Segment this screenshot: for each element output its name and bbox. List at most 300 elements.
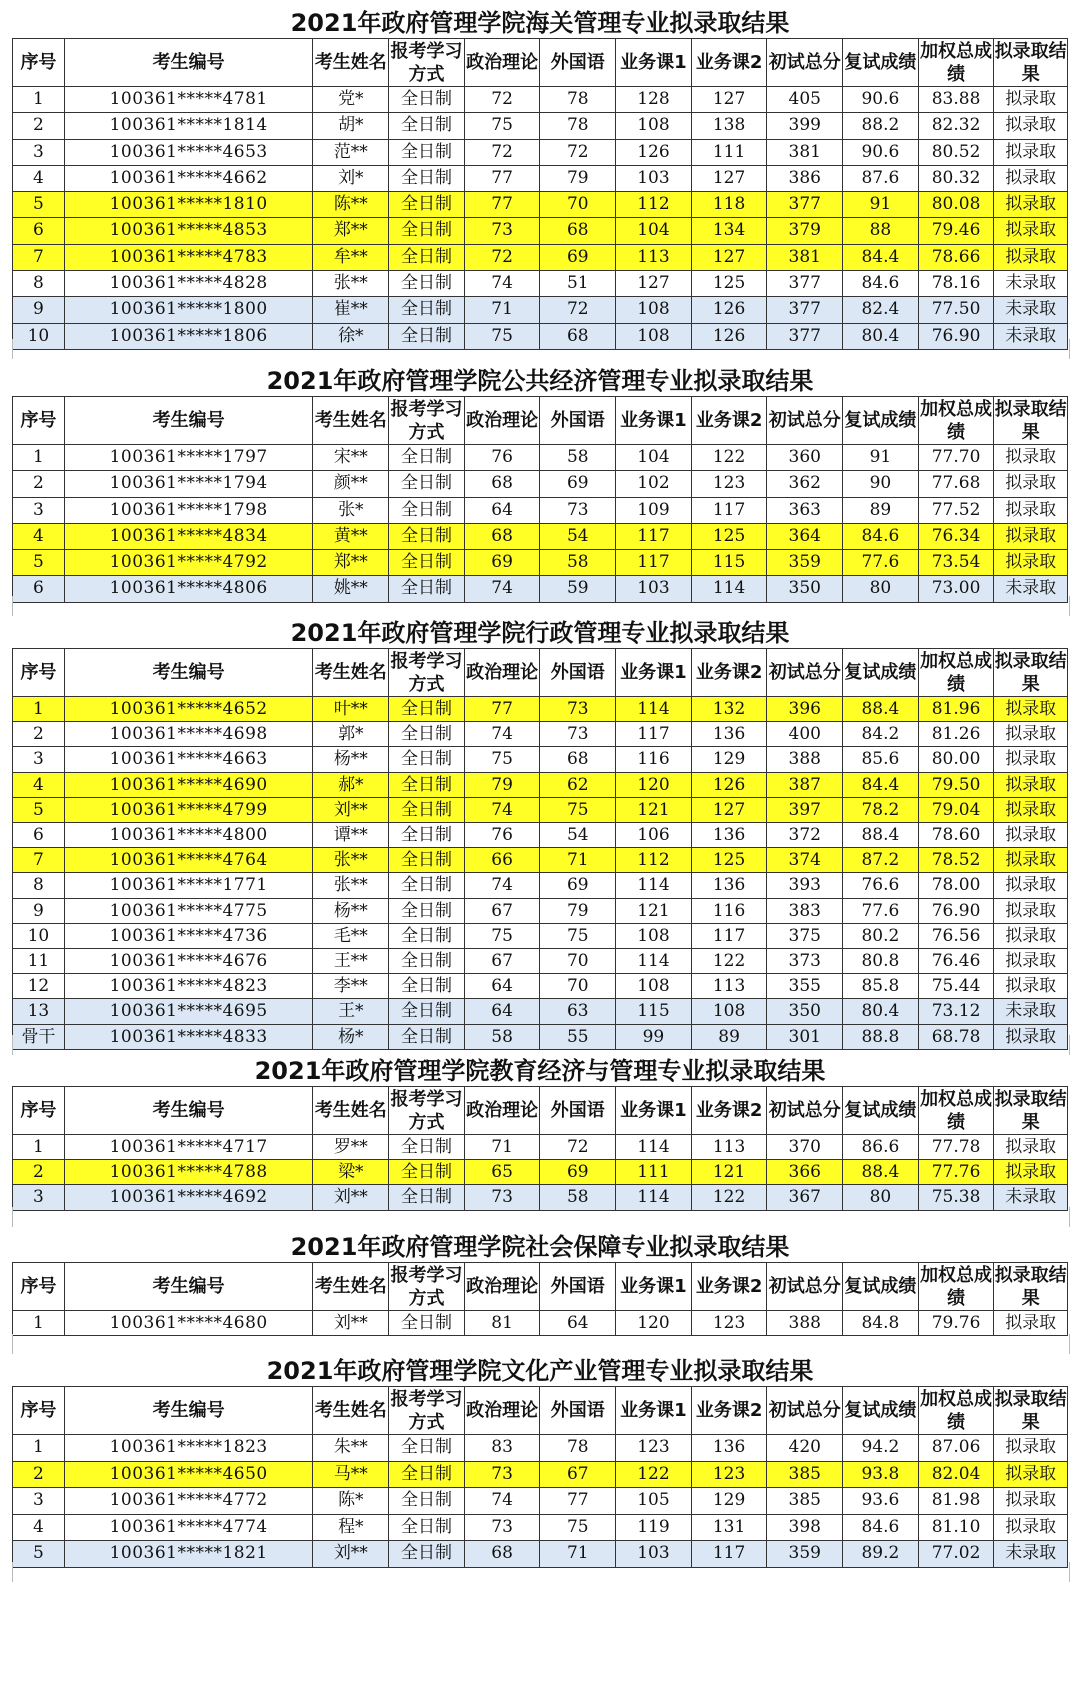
cell-seq: 4 <box>13 1514 65 1541</box>
cell-politics: 83 <box>464 1435 540 1462</box>
header-course-1: 业务课1 <box>616 649 692 697</box>
header-study-mode: 报考学习方式 <box>390 398 463 443</box>
cell-candidate-id: 100361*****1814 <box>64 113 313 139</box>
cell-weighted-total: 79.50 <box>918 772 994 797</box>
table-row <box>13 192 1068 218</box>
cell-candidate-id: 100361*****4788 <box>64 1160 313 1185</box>
cell-candidate-id: 100361*****4764 <box>64 848 313 873</box>
cell-candidate-id: 100361*****4806 <box>64 576 313 602</box>
cell-course-2: 113 <box>691 974 767 999</box>
table-row <box>13 1435 1068 1462</box>
header-politics: 政治理论 <box>464 39 540 87</box>
cell-name: 郑** <box>313 218 389 244</box>
cell-seq: 3 <box>13 139 65 165</box>
cell-retest-score: 93.6 <box>843 1488 919 1515</box>
cell-politics: 69 <box>464 550 540 576</box>
header-result: 拟录取结果 <box>994 1264 1067 1309</box>
cell-prelim-total: 362 <box>767 471 843 497</box>
cell-weighted-total: 77.76 <box>918 1160 994 1185</box>
cell-weighted-total: 77.52 <box>918 497 994 523</box>
cell-retest-score: 91 <box>843 192 919 218</box>
cell-retest-score: 80.4 <box>843 999 919 1024</box>
cell-result: 拟录取 <box>994 1311 1068 1336</box>
table-row <box>13 218 1068 244</box>
table-row <box>13 550 1068 576</box>
cell-course-1: 121 <box>616 898 692 923</box>
cell-politics: 64 <box>464 999 540 1024</box>
header-candidate-id: 考生编号 <box>64 1087 313 1135</box>
cell-name: 王** <box>313 949 389 974</box>
cell-result: 拟录取 <box>994 797 1068 822</box>
cell-name: 谭** <box>313 823 389 848</box>
cell-weighted-total: 79.04 <box>918 797 994 822</box>
table-row <box>13 772 1068 797</box>
cell-course-1: 120 <box>616 1311 692 1336</box>
cell-course-1: 103 <box>616 1541 692 1568</box>
header-seq: 序号 <box>13 1087 65 1135</box>
cell-retest-score: 91 <box>843 445 919 471</box>
cell-politics: 74 <box>464 271 540 297</box>
cell-foreign-language: 72 <box>540 297 616 323</box>
header-name: 考生姓名 <box>313 649 389 697</box>
cell-study-mode: 全日制 <box>389 192 465 218</box>
cell-result: 拟录取 <box>994 165 1068 191</box>
cell-foreign-language: 64 <box>540 1311 616 1336</box>
table-spacer <box>12 1207 1070 1227</box>
table-row <box>13 297 1068 323</box>
cell-course-2: 114 <box>691 576 767 602</box>
cell-name: 杨** <box>313 747 389 772</box>
section-title: 2021年政府管理学院行政管理专业拟录取结果 <box>290 619 790 647</box>
cell-candidate-id: 100361*****1771 <box>64 873 313 898</box>
cell-course-2: 108 <box>691 999 767 1024</box>
cell-seq: 5 <box>13 550 65 576</box>
table-row <box>13 848 1068 873</box>
cell-foreign-language: 69 <box>540 1160 616 1185</box>
cell-seq: 8 <box>13 873 65 898</box>
cell-result: 拟录取 <box>994 244 1068 270</box>
table-row <box>13 244 1068 270</box>
cell-candidate-id: 100361*****1800 <box>64 297 313 323</box>
header-course-2: 业务课2 <box>691 39 767 87</box>
cell-course-1: 117 <box>616 722 692 747</box>
cell-foreign-language: 63 <box>540 999 616 1024</box>
cell-candidate-id: 100361*****4800 <box>64 823 313 848</box>
cell-retest-score: 89.2 <box>843 1541 919 1568</box>
cell-candidate-id: 100361*****4834 <box>64 523 313 549</box>
cell-foreign-language: 70 <box>540 974 616 999</box>
cell-politics: 73 <box>464 1461 540 1488</box>
table-row <box>13 471 1068 497</box>
cell-result: 拟录取 <box>994 445 1068 471</box>
header-foreign-language: 外国语 <box>540 1387 616 1435</box>
header-result: 拟录取结果 <box>994 398 1067 443</box>
cell-name: 郑** <box>313 550 389 576</box>
cell-politics: 72 <box>464 139 540 165</box>
cell-seq: 3 <box>13 1185 65 1210</box>
cell-name: 叶** <box>313 697 389 722</box>
header-prelim-total: 初试总分 <box>767 397 843 445</box>
cell-name: 颜** <box>313 471 389 497</box>
results-table <box>12 648 1068 1050</box>
cell-course-2: 116 <box>691 898 767 923</box>
header-prelim-total: 初试总分 <box>767 1263 843 1311</box>
cell-name: 朱** <box>313 1435 389 1462</box>
cell-course-1: 121 <box>616 797 692 822</box>
header-course-2: 业务课2 <box>691 1387 767 1435</box>
cell-prelim-total: 388 <box>767 1311 843 1336</box>
cell-weighted-total: 78.60 <box>918 823 994 848</box>
cell-foreign-language: 77 <box>540 1488 616 1515</box>
table-header-row <box>13 649 1068 697</box>
cell-candidate-id: 100361*****4792 <box>64 550 313 576</box>
cell-prelim-total: 377 <box>767 192 843 218</box>
cell-prelim-total: 375 <box>767 923 843 948</box>
header-course-1: 业务课1 <box>616 397 692 445</box>
header-candidate-id: 考生编号 <box>64 397 313 445</box>
cell-course-2: 127 <box>691 244 767 270</box>
cell-weighted-total: 81.98 <box>918 1488 994 1515</box>
header-study-mode: 报考学习方式 <box>390 1388 463 1433</box>
cell-politics: 73 <box>464 1514 540 1541</box>
cell-candidate-id: 100361*****4676 <box>64 949 313 974</box>
cell-prelim-total: 400 <box>767 722 843 747</box>
cell-foreign-language: 70 <box>540 949 616 974</box>
cell-name: 程* <box>313 1514 389 1541</box>
cell-seq: 2 <box>13 113 65 139</box>
cell-course-2: 118 <box>691 192 767 218</box>
cell-course-1: 128 <box>616 87 692 113</box>
table-row <box>13 523 1068 549</box>
cell-foreign-language: 79 <box>540 898 616 923</box>
cell-seq: 12 <box>13 974 65 999</box>
cell-name: 牟** <box>313 244 389 270</box>
cell-course-1: 116 <box>616 747 692 772</box>
table-row <box>13 271 1068 297</box>
cell-seq: 1 <box>13 87 65 113</box>
cell-prelim-total: 377 <box>767 323 843 349</box>
cell-name: 张** <box>313 848 389 873</box>
cell-course-2: 123 <box>691 1311 767 1336</box>
cell-course-2: 113 <box>691 1135 767 1160</box>
cell-name: 姚** <box>313 576 389 602</box>
table-header-row <box>13 1087 1068 1135</box>
cell-retest-score: 78.2 <box>843 797 919 822</box>
cell-course-2: 111 <box>691 139 767 165</box>
cell-politics: 77 <box>464 165 540 191</box>
cell-weighted-total: 77.68 <box>918 471 994 497</box>
cell-result: 未录取 <box>994 999 1068 1024</box>
cell-politics: 74 <box>464 873 540 898</box>
cell-course-1: 117 <box>616 550 692 576</box>
cell-weighted-total: 77.78 <box>918 1135 994 1160</box>
cell-course-1: 119 <box>616 1514 692 1541</box>
header-weighted-total: 加权总成绩 <box>920 1088 993 1133</box>
cell-result: 拟录取 <box>994 1435 1068 1462</box>
cell-course-1: 114 <box>616 697 692 722</box>
cell-candidate-id: 100361*****4652 <box>64 697 313 722</box>
cell-result: 拟录取 <box>994 1514 1068 1541</box>
cell-study-mode: 全日制 <box>389 1311 465 1336</box>
cell-result: 拟录取 <box>994 192 1068 218</box>
cell-course-1: 102 <box>616 471 692 497</box>
cell-course-2: 129 <box>691 747 767 772</box>
table-header-row <box>13 39 1068 87</box>
cell-candidate-id: 100361*****1806 <box>64 323 313 349</box>
cell-study-mode: 全日制 <box>389 923 465 948</box>
cell-prelim-total: 397 <box>767 797 843 822</box>
cell-weighted-total: 78.66 <box>918 244 994 270</box>
cell-prelim-total: 399 <box>767 113 843 139</box>
cell-prelim-total: 366 <box>767 1160 843 1185</box>
cell-prelim-total: 374 <box>767 848 843 873</box>
cell-foreign-language: 73 <box>540 697 616 722</box>
cell-seq: 5 <box>13 797 65 822</box>
cell-course-1: 122 <box>616 1461 692 1488</box>
cell-course-1: 114 <box>616 873 692 898</box>
cell-name: 徐* <box>313 323 389 349</box>
cell-politics: 68 <box>464 1541 540 1568</box>
cell-foreign-language: 78 <box>540 1435 616 1462</box>
table-row <box>13 823 1068 848</box>
results-table <box>12 38 1068 350</box>
header-course-1: 业务课1 <box>616 39 692 87</box>
cell-retest-score: 87.2 <box>843 848 919 873</box>
cell-result: 未录取 <box>994 323 1068 349</box>
cell-name: 陈* <box>313 1488 389 1515</box>
cell-study-mode: 全日制 <box>389 244 465 270</box>
cell-foreign-language: 67 <box>540 1461 616 1488</box>
header-course-2: 业务课2 <box>691 649 767 697</box>
cell-seq: 6 <box>13 823 65 848</box>
cell-weighted-total: 73.54 <box>918 550 994 576</box>
cell-foreign-language: 62 <box>540 772 616 797</box>
cell-study-mode: 全日制 <box>389 797 465 822</box>
cell-result: 拟录取 <box>994 974 1068 999</box>
cell-course-2: 125 <box>691 271 767 297</box>
section-title: 2021年政府管理学院社会保障专业拟录取结果 <box>290 1233 790 1261</box>
cell-course-1: 114 <box>616 1185 692 1210</box>
cell-result: 拟录取 <box>994 497 1068 523</box>
cell-politics: 76 <box>464 445 540 471</box>
cell-weighted-total: 78.16 <box>918 271 994 297</box>
cell-weighted-total: 76.34 <box>918 523 994 549</box>
cell-retest-score: 76.6 <box>843 873 919 898</box>
cell-prelim-total: 359 <box>767 1541 843 1568</box>
cell-course-2: 136 <box>691 722 767 747</box>
header-weighted-total: 加权总成绩 <box>920 1388 993 1433</box>
cell-study-mode: 全日制 <box>389 471 465 497</box>
header-name: 考生姓名 <box>313 1263 389 1311</box>
header-course-1: 业务课1 <box>616 1387 692 1435</box>
cell-seq: 7 <box>13 244 65 270</box>
cell-course-2: 138 <box>691 113 767 139</box>
table-header-row <box>13 1263 1068 1311</box>
cell-result: 未录取 <box>994 576 1068 602</box>
cell-seq: 5 <box>13 1541 65 1568</box>
cell-course-1: 123 <box>616 1435 692 1462</box>
header-course-2: 业务课2 <box>691 1087 767 1135</box>
cell-study-mode: 全日制 <box>389 323 465 349</box>
cell-weighted-total: 82.32 <box>918 113 994 139</box>
cell-prelim-total: 398 <box>767 1514 843 1541</box>
cell-course-1: 112 <box>616 848 692 873</box>
cell-retest-score: 80.8 <box>843 949 919 974</box>
header-study-mode: 报考学习方式 <box>390 40 463 85</box>
section-title: 2021年政府管理学院教育经济与管理专业拟录取结果 <box>254 1057 826 1085</box>
cell-retest-score: 88.4 <box>843 823 919 848</box>
table-header-row <box>13 1387 1068 1435</box>
cell-candidate-id: 100361*****4783 <box>64 244 313 270</box>
cell-study-mode: 全日制 <box>389 823 465 848</box>
cell-result: 未录取 <box>994 1541 1068 1568</box>
cell-foreign-language: 79 <box>540 165 616 191</box>
cell-foreign-language: 58 <box>540 445 616 471</box>
cell-retest-score: 88.2 <box>843 113 919 139</box>
header-study-mode: 报考学习方式 <box>390 650 463 695</box>
table-row <box>13 1461 1068 1488</box>
cell-candidate-id: 100361*****4775 <box>64 898 313 923</box>
cell-course-2: 121 <box>691 1160 767 1185</box>
cell-retest-score: 88.8 <box>843 1024 919 1049</box>
cell-seq: 8 <box>13 271 65 297</box>
header-retest-score: 复试成绩 <box>843 1387 919 1435</box>
cell-study-mode: 全日制 <box>389 271 465 297</box>
cell-candidate-id: 100361*****4833 <box>64 1024 313 1049</box>
cell-name: 杨* <box>313 1024 389 1049</box>
cell-retest-score: 84.6 <box>843 271 919 297</box>
cell-weighted-total: 78.00 <box>918 873 994 898</box>
cell-weighted-total: 76.46 <box>918 949 994 974</box>
cell-name: 郝* <box>313 772 389 797</box>
cell-foreign-language: 54 <box>540 523 616 549</box>
table-row <box>13 1311 1068 1336</box>
cell-prelim-total: 385 <box>767 1488 843 1515</box>
cell-result: 拟录取 <box>994 823 1068 848</box>
cell-candidate-id: 100361*****4799 <box>64 797 313 822</box>
cell-weighted-total: 76.56 <box>918 923 994 948</box>
cell-result: 拟录取 <box>994 949 1068 974</box>
header-politics: 政治理论 <box>464 649 540 697</box>
cell-candidate-id: 100361*****4698 <box>64 722 313 747</box>
cell-name: 刘* <box>313 165 389 191</box>
cell-seq: 4 <box>13 772 65 797</box>
cell-politics: 74 <box>464 576 540 602</box>
cell-seq: 5 <box>13 192 65 218</box>
cell-seq: 3 <box>13 497 65 523</box>
cell-prelim-total: 373 <box>767 949 843 974</box>
cell-candidate-id: 100361*****1810 <box>64 192 313 218</box>
cell-candidate-id: 100361*****4774 <box>64 1514 313 1541</box>
cell-name: 刘** <box>313 1541 389 1568</box>
cell-seq: 9 <box>13 898 65 923</box>
cell-weighted-total: 68.78 <box>918 1024 994 1049</box>
cell-course-1: 114 <box>616 1135 692 1160</box>
cell-course-2: 115 <box>691 550 767 576</box>
cell-seq: 2 <box>13 1461 65 1488</box>
cell-retest-score: 82.4 <box>843 297 919 323</box>
cell-foreign-language: 70 <box>540 192 616 218</box>
cell-foreign-language: 75 <box>540 1514 616 1541</box>
cell-foreign-language: 69 <box>540 244 616 270</box>
cell-retest-score: 84.6 <box>843 1514 919 1541</box>
cell-name: 张** <box>313 873 389 898</box>
cell-course-2: 125 <box>691 523 767 549</box>
header-retest-score: 复试成绩 <box>843 1087 919 1135</box>
table-row <box>13 999 1068 1024</box>
cell-candidate-id: 100361*****4653 <box>64 139 313 165</box>
cell-seq: 1 <box>13 445 65 471</box>
cell-weighted-total: 77.70 <box>918 445 994 471</box>
header-politics: 政治理论 <box>464 1263 540 1311</box>
header-study-mode: 报考学习方式 <box>390 1264 463 1309</box>
results-table <box>12 396 1068 603</box>
cell-retest-score: 80 <box>843 1185 919 1210</box>
cell-prelim-total: 381 <box>767 139 843 165</box>
cell-candidate-id: 100361*****1821 <box>64 1541 313 1568</box>
cell-course-2: 127 <box>691 165 767 191</box>
cell-politics: 74 <box>464 797 540 822</box>
cell-name: 郭* <box>313 722 389 747</box>
header-name: 考生姓名 <box>313 1387 389 1435</box>
table-row <box>13 697 1068 722</box>
header-candidate-id: 考生编号 <box>64 1387 313 1435</box>
cell-politics: 65 <box>464 1160 540 1185</box>
header-retest-score: 复试成绩 <box>843 397 919 445</box>
cell-candidate-id: 100361*****1823 <box>64 1435 313 1462</box>
cell-seq: 4 <box>13 523 65 549</box>
cell-study-mode: 全日制 <box>389 1135 465 1160</box>
cell-weighted-total: 81.26 <box>918 722 994 747</box>
cell-course-2: 122 <box>691 1185 767 1210</box>
cell-result: 拟录取 <box>994 898 1068 923</box>
table-row <box>13 497 1068 523</box>
header-seq: 序号 <box>13 397 65 445</box>
cell-weighted-total: 81.96 <box>918 697 994 722</box>
cell-result: 拟录取 <box>994 848 1068 873</box>
cell-study-mode: 全日制 <box>389 772 465 797</box>
cell-politics: 71 <box>464 1135 540 1160</box>
table-row <box>13 139 1068 165</box>
cell-name: 黄** <box>313 523 389 549</box>
cell-seq: 6 <box>13 576 65 602</box>
header-politics: 政治理论 <box>464 1387 540 1435</box>
cell-name: 罗** <box>313 1135 389 1160</box>
cell-politics: 75 <box>464 747 540 772</box>
cell-politics: 67 <box>464 949 540 974</box>
table-row <box>13 747 1068 772</box>
cell-name: 刘** <box>313 1185 389 1210</box>
cell-result: 拟录取 <box>994 523 1068 549</box>
cell-name: 范** <box>313 139 389 165</box>
cell-seq: 1 <box>13 697 65 722</box>
cell-weighted-total: 81.10 <box>918 1514 994 1541</box>
cell-study-mode: 全日制 <box>389 218 465 244</box>
cell-foreign-language: 78 <box>540 87 616 113</box>
header-result: 拟录取结果 <box>994 1388 1067 1433</box>
cell-name: 杨** <box>313 898 389 923</box>
cell-result: 拟录取 <box>994 1024 1068 1049</box>
cell-politics: 72 <box>464 244 540 270</box>
cell-prelim-total: 359 <box>767 550 843 576</box>
cell-result: 拟录取 <box>994 1488 1068 1515</box>
cell-course-1: 113 <box>616 244 692 270</box>
cell-study-mode: 全日制 <box>389 550 465 576</box>
cell-candidate-id: 100361*****4690 <box>64 772 313 797</box>
cell-name: 崔** <box>313 297 389 323</box>
results-table <box>12 1386 1068 1568</box>
cell-weighted-total: 77.50 <box>918 297 994 323</box>
